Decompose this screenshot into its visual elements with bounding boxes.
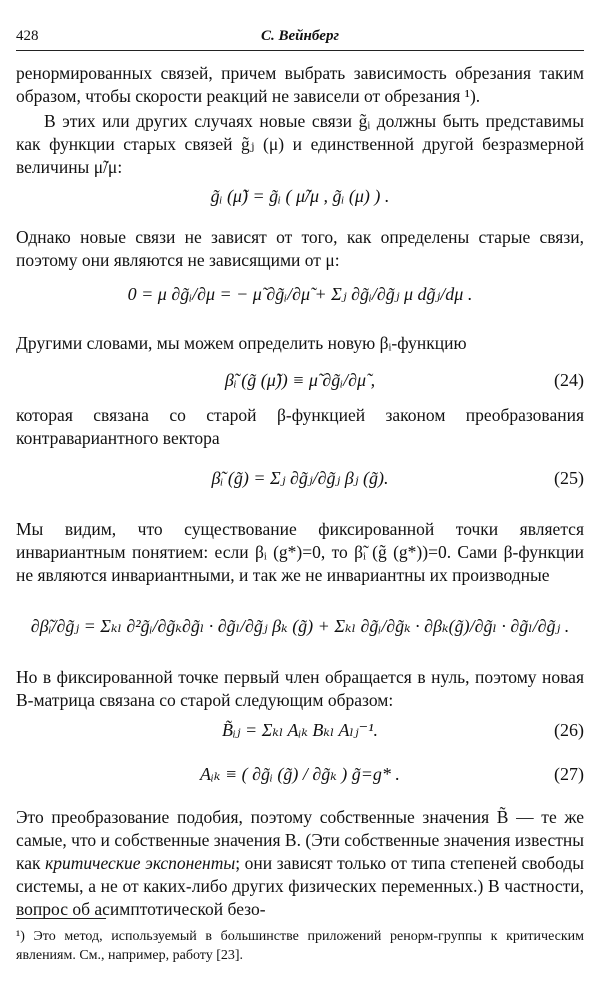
paragraph-8-end: ; они зависят только от типа степеней свободы системы, а не от каких-либо других физических переменных.) В частности, вопрос об асимптотической безо- [16, 853, 584, 919]
paragraph-8 [16, 806, 584, 921]
equation-26 [16, 720, 584, 750]
equation-25-number: (25) [554, 468, 584, 488]
equation-1-body: g̃ᵢ (μ̃) = g̃ᵢ ( μ̃/μ , g̃ᵢ (μ) ) . [210, 186, 390, 206]
paragraph-1: ренормированных связей, причем выбрать зависимость обрезания таким образом, чтобы скорости реакций не зависели от обрезания ¹). [16, 63, 584, 106]
equation-1 [16, 186, 584, 216]
equation-27-body: Aᵢₖ ≡ ( ∂g̃ᵢ (g̃) / ∂g̃ₖ ) g̃=g* . [200, 764, 400, 784]
footnote: ¹) Это метод, используемый в большинстве приложений ренорм-группы к критическим явлениям. См., например, работу [23]. [16, 929, 584, 963]
header-rule [16, 50, 584, 51]
equation-2-body: 0 = μ ∂g̃ᵢ/∂μ = − μ̃ ∂g̃ᵢ/∂μ̃ + Σⱼ ∂g̃ᵢ/∂g̃ⱼ μ dg̃ⱼ/dμ . [127, 284, 473, 304]
equation-25 [16, 468, 584, 498]
equation-27-number: (27) [554, 764, 584, 784]
equation-24 [16, 370, 584, 400]
footnote-rule [16, 918, 106, 919]
running-header [16, 28, 584, 48]
paragraph-2: В этих или других случаях новые связи g̃ᵢ должны быть представимы как функции старых связей g̃ⱼ (μ) и единственной другой безразмерной величины μ̃/μ: [16, 111, 584, 177]
paragraph-3: Однако новые связи не зависят от того, как определены старые связи, поэтому они являются не зависящими от μ: [16, 227, 584, 270]
paragraph-5: которая связана со старой β-функцией законом преобразования контравариантного вектора [16, 405, 584, 448]
equation-26-number: (26) [554, 720, 584, 740]
paragraph-7: Но в фиксированной точке первый член обращается в нуль, поэтому новая B-матрица связана со старой следующим образом: [16, 667, 584, 710]
paragraph-4: Другими словами, мы можем определить новую βᵢ-функцию [16, 333, 467, 353]
equation-25-body: β̃ᵢ (g̃) = Σⱼ ∂g̃ⱼ/∂g̃ⱼ βⱼ (g̃). [211, 468, 389, 488]
paragraph-6: Мы видим, что существование фиксированной точки является инвариантным понятием: если βᵢ (g*)=0, то β̃ᵢ (g̃ (g*))=0. Сами β-функции не являются инвариантными, и так же не инвариантны их производные [16, 519, 584, 585]
equation-24-number: (24) [554, 370, 584, 390]
paragraph-8-start: Это преобразование подобия, поэтому собственные значения B̃ — те же самые, что и собственные значения B. (Эти собственные значения известны как [16, 807, 584, 873]
running-head-author: С. Вейнберг [260, 28, 340, 44]
equation-derivatives-body: ∂β̃ᵢ/∂g̃ⱼ = Σₖₗ ∂²g̃ᵢ/∂g̃ₖ∂g̃ₗ · ∂g̃ₗ/∂g̃ⱼ βₖ (g̃) + Σₖₗ ∂g̃ᵢ/∂g̃ₖ · ∂βₖ(g̃)/∂g̃ₗ · ∂g̃ₗ/∂g̃ⱼ . [30, 616, 570, 636]
paragraph-8-term: критические экспоненты [45, 853, 236, 873]
equation-derivatives [16, 616, 584, 646]
equation-2 [16, 284, 584, 314]
page-number: 428 [16, 28, 39, 44]
equation-27 [16, 764, 584, 794]
equation-24-body: β̃ᵢ (g̃ (μ̃)) ≡ μ̃ ∂g̃ᵢ/∂μ̃ , [224, 370, 376, 390]
equation-26-body: B̃ᵢⱼ = Σₖₗ Aᵢₖ Bₖₗ Aₗⱼ⁻¹. [221, 720, 379, 740]
